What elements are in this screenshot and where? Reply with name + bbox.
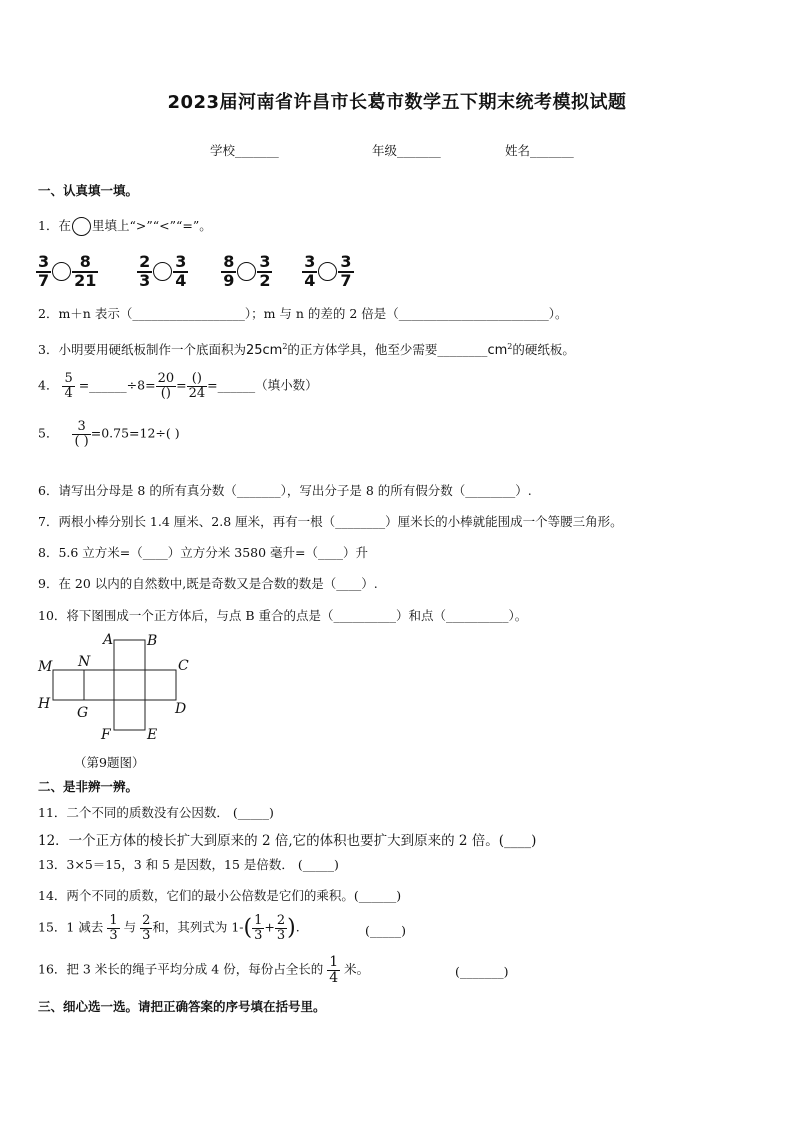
fraction: $\frac{3}{4}$	[304, 252, 316, 290]
net-face-left	[53, 670, 84, 700]
q15-text-b: 和，其列式为 1-	[152, 919, 244, 935]
section-1-heading: 一、认真填一填。	[38, 183, 139, 198]
q15-answer-blank[interactable]: (_____)	[365, 923, 407, 938]
q15-text-a: 15．1 减去	[38, 919, 104, 935]
label-c: C	[178, 658, 189, 674]
fraction: $\frac{2}{3}$	[139, 252, 151, 290]
q15-text-mid: 与	[123, 919, 137, 935]
section-3-heading: 三、细心选一选。请把正确答案的序号填在括号里。	[38, 999, 326, 1014]
question-12: 12．一个正方体的棱长扩大到原来的 2 倍,它的体积也要扩大到原来的 2 倍。(____)	[38, 833, 537, 849]
question-3: 3．小明要用硬纸板制作一个底面积为$25cm^2$的正方体学具，他至少需要$\_\_\_\_\_\_\_\_cm^2$的硬纸板。	[38, 341, 575, 358]
fraction: $\frac{1}{4}$	[329, 954, 339, 986]
q5-number: 5．	[38, 425, 59, 441]
grade-field[interactable]: 年级_______	[372, 143, 441, 158]
cube-net-diagram	[30, 628, 210, 748]
q3-unit-2: cm	[487, 343, 508, 358]
q5-text: =0.75=12÷( )	[90, 425, 180, 441]
fraction: $\frac{2}{3}$	[276, 913, 286, 943]
question-16	[38, 955, 369, 985]
school-field[interactable]: 学校_______	[210, 143, 279, 158]
fraction: $\frac{1}{3}$	[109, 913, 118, 943]
net-face-left-mid	[84, 670, 114, 700]
label-h: H	[38, 696, 51, 712]
label-f: F	[101, 727, 111, 743]
net-face-right	[145, 670, 176, 700]
fraction: $\frac{2}{3}$	[142, 913, 151, 943]
label-a: A	[103, 632, 114, 648]
fraction: $\frac{1}{3}$	[254, 913, 263, 943]
fraction: $\frac{3}{4}$	[175, 252, 187, 290]
question-4	[38, 372, 318, 400]
q4-equals: =	[176, 377, 187, 393]
label-e: E	[147, 727, 158, 743]
q3-text-a: 3．小明要用硬纸板制作一个底面积为	[38, 342, 246, 357]
q16-text-a: 16．把 3 米长的绳子平均分成 4 份，每份占全长的	[38, 961, 324, 977]
question-15: 15．1 减去 $\frac{1}{3}$ 与 $\frac{2}{3}$ 和，其列式为 1-( $\frac{1}{3}$ + $\frac{2}{3}$ ).	[38, 913, 300, 943]
q4-text-a: =______÷8=	[78, 377, 156, 393]
page-title: 2023届河南省许昌市长葛市数学五下期末统考模拟试题	[167, 92, 627, 113]
fraction: $\frac{3}{( )}$	[74, 419, 89, 449]
label-g: G	[77, 705, 89, 721]
question-6: 6．请写出分母是 8 的所有真分数（_______），写出分子是 8 的所有假分数（________）.	[38, 483, 532, 498]
question-11: 11．二个不同的质数没有公因数． (_____)	[38, 805, 274, 820]
fraction: $\frac{3}{7}$	[38, 252, 50, 290]
q3-text-b: 的正方体学具，他至少需要________	[287, 342, 488, 357]
compare-circle[interactable]	[153, 262, 172, 281]
net-face-top	[114, 640, 145, 670]
q4-number: 4．	[38, 377, 59, 393]
compare-circle[interactable]	[52, 262, 71, 281]
net-face-center	[114, 670, 145, 700]
question-14: 14．两个不同的质数，它们的最小公倍数是它们的乘积。(______)	[38, 888, 402, 903]
fraction: $\frac{8}{21}$	[74, 252, 97, 290]
fraction: $\frac{()}{24}$	[188, 371, 206, 401]
q4-text-b: =______（填小数）	[207, 377, 318, 393]
q1-suffix: 里填上“>”“<”“=”。	[91, 218, 212, 233]
figure-caption: （第9题图）	[74, 755, 145, 770]
q3-text-c: 的硬纸板。	[512, 342, 575, 357]
q15-text-c: .	[295, 919, 300, 935]
question-2: 2．m＋n 表示（__________________）；m 与 n 的差的 2 倍是（________________________）。	[38, 306, 568, 321]
q1-comparisons	[36, 254, 354, 290]
fraction: $\frac{5}{4}$	[64, 371, 73, 401]
question-1	[38, 216, 212, 236]
label-d: D	[175, 701, 187, 717]
label-n: N	[78, 654, 91, 670]
label-b: B	[147, 633, 158, 649]
fraction: $\frac{3}{2}$	[259, 252, 271, 290]
question-13: 13．3×5＝15，3 和 5 是因数，15 是倍数． (_____)	[38, 857, 339, 872]
label-m: M	[38, 659, 53, 675]
question-7: 7．两根小棒分别长 1.4 厘米、2.8 厘米，再有一根（________）厘米长的小棒就能围成一个等腰三角形。	[38, 514, 623, 529]
q3-unit-1: 25cm	[245, 343, 283, 358]
q1-prefix: 1．在	[38, 218, 71, 233]
compare-circle[interactable]	[237, 262, 256, 281]
fraction: $\frac{8}{9}$	[223, 252, 235, 290]
q16-text-b: 米。	[344, 961, 370, 977]
question-10: 10．将下图围成一个正方体后，与点 B 重合的点是（__________）和点（__________）。	[38, 608, 528, 623]
section-2-heading: 二、是非辨一辨。	[38, 779, 139, 794]
fraction: $\frac{3}{7}$	[340, 252, 352, 290]
question-8: 8．5.6 立方米=（____）立方分米 3580 毫升=（____）升	[38, 545, 369, 560]
q16-answer-blank[interactable]: (_______)	[455, 964, 509, 979]
fraction: $\frac{20}{()}$	[157, 371, 175, 401]
circle-icon	[72, 217, 91, 236]
compare-circle[interactable]	[318, 262, 337, 281]
question-5	[38, 420, 180, 448]
name-field[interactable]: 姓名_______	[505, 143, 574, 158]
question-9: 9．在 20 以内的自然数中,既是奇数又是合数的数是（____）.	[38, 576, 378, 591]
net-face-bottom	[114, 700, 145, 730]
